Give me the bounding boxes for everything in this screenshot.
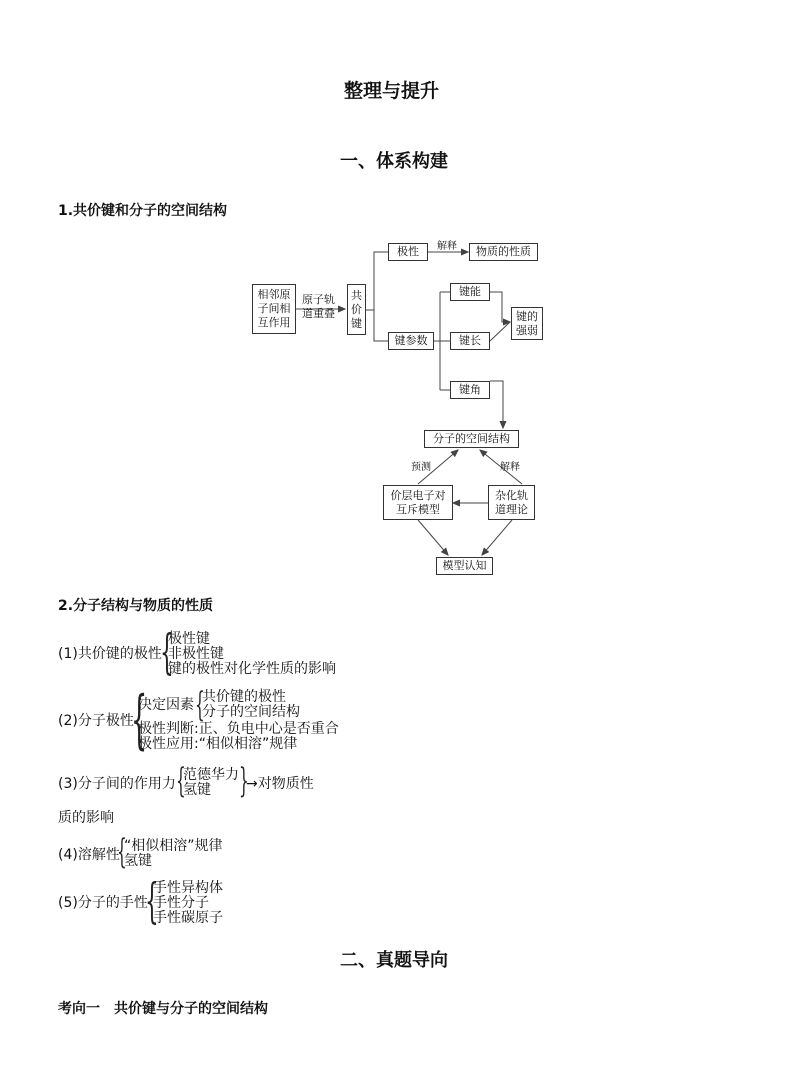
item3-close-brace: } [239,761,249,801]
item3-label: (3)分子间的作用力 [58,776,176,792]
molecular-structure-box: 分子的空间结构 [424,430,519,448]
item3-continuation: 质的影响 [58,810,114,826]
model-cognition-box: 模型认知 [436,557,493,575]
item1-option3: 键的极性对化学性质的影响 [168,661,336,677]
item4-brace: { [117,832,127,872]
vsepr-line-2: 互斥模型 [396,502,440,516]
item5-brace: { [145,873,159,929]
item1-brace: { [160,624,174,680]
item5-option2: 手性分子 [153,895,209,911]
hybrid-orbital-box [488,485,535,520]
item1-option2: 非极性键 [168,646,224,662]
covalent-line-2: 价 [351,302,362,316]
atoms-line-3: 互作用 [257,316,291,329]
hybrid-line-1: 杂化轨 [495,488,528,502]
covalent-line-3: 键 [351,316,362,330]
item4-option1: “相似相溶”规律 [124,838,223,854]
covalent-bond-box [347,284,366,335]
atoms-interaction-box [252,284,296,334]
item5-option3: 手性碳原子 [153,910,223,926]
strength-line-1: 键的 [516,309,538,323]
item2-factor: 决定因素 [138,697,194,713]
covalent-line-1: 共 [351,288,362,302]
item2-sub-brace: { [195,685,205,725]
item5-option1: 手性异构体 [153,880,223,896]
vsepr-line-1: 价层电子对 [390,488,446,502]
item2-label: (2)分子极性 [58,713,134,729]
explain-label-right: 解释 [500,462,520,473]
section-heading-exam: 二、真题导向 [340,950,448,971]
item5-label: (5)分子的手性 [58,895,148,911]
item1-option1: 极性键 [168,631,210,647]
item4-option2: 氢键 [124,853,152,869]
bond-length-box: 键长 [450,332,490,350]
atoms-line-2: 子间相 [257,302,291,315]
item3-option2: 氢键 [183,782,211,798]
page-title: 整理与提升 [344,80,440,102]
part2-heading: 2.分子结构与物质的性质 [58,598,214,614]
part1-heading: 1.共价键和分子的空间结构 [58,203,228,219]
item4-label: (4)溶解性 [58,847,120,863]
section-heading-system: 一、体系构建 [340,151,448,172]
item3-arrow-text: →对物质性 [246,776,314,792]
strength-line-2: 强弱 [516,323,538,337]
item2-apply: 极性应用:“相似相溶”规律 [138,736,298,752]
hybrid-line-2: 道理论 [495,502,528,516]
property-box: 物质的性质 [469,243,538,261]
overlap-line-2: 道重叠 [302,307,335,320]
item1-label: (1)共价键的极性 [58,646,162,662]
item2-factor1: 共价键的极性 [202,689,286,705]
atoms-line-1: 相邻原 [257,288,291,301]
item3-option1: 范德华力 [183,767,239,783]
explain-label-top: 解释 [437,241,457,252]
bond-strength-box [511,307,543,340]
bond-params-box: 键参数 [388,332,434,350]
predict-label: 预测 [411,462,431,473]
item2-judge: 极性判断:正、负电中心是否重合 [138,721,339,737]
item3-brace: { [176,761,186,801]
orbital-overlap-label [302,293,335,321]
item2-brace: { [131,683,148,757]
polarity-box: 极性 [388,243,428,261]
bond-energy-box: 键能 [450,283,490,301]
overlap-line-1: 原子轨 [302,293,335,306]
bond-angle-box: 键角 [450,381,490,399]
exam-direction-heading: 考向一 共价键与分子的空间结构 [58,1001,268,1017]
vsepr-box [383,485,453,520]
item2-factor2: 分子的空间结构 [202,704,300,720]
